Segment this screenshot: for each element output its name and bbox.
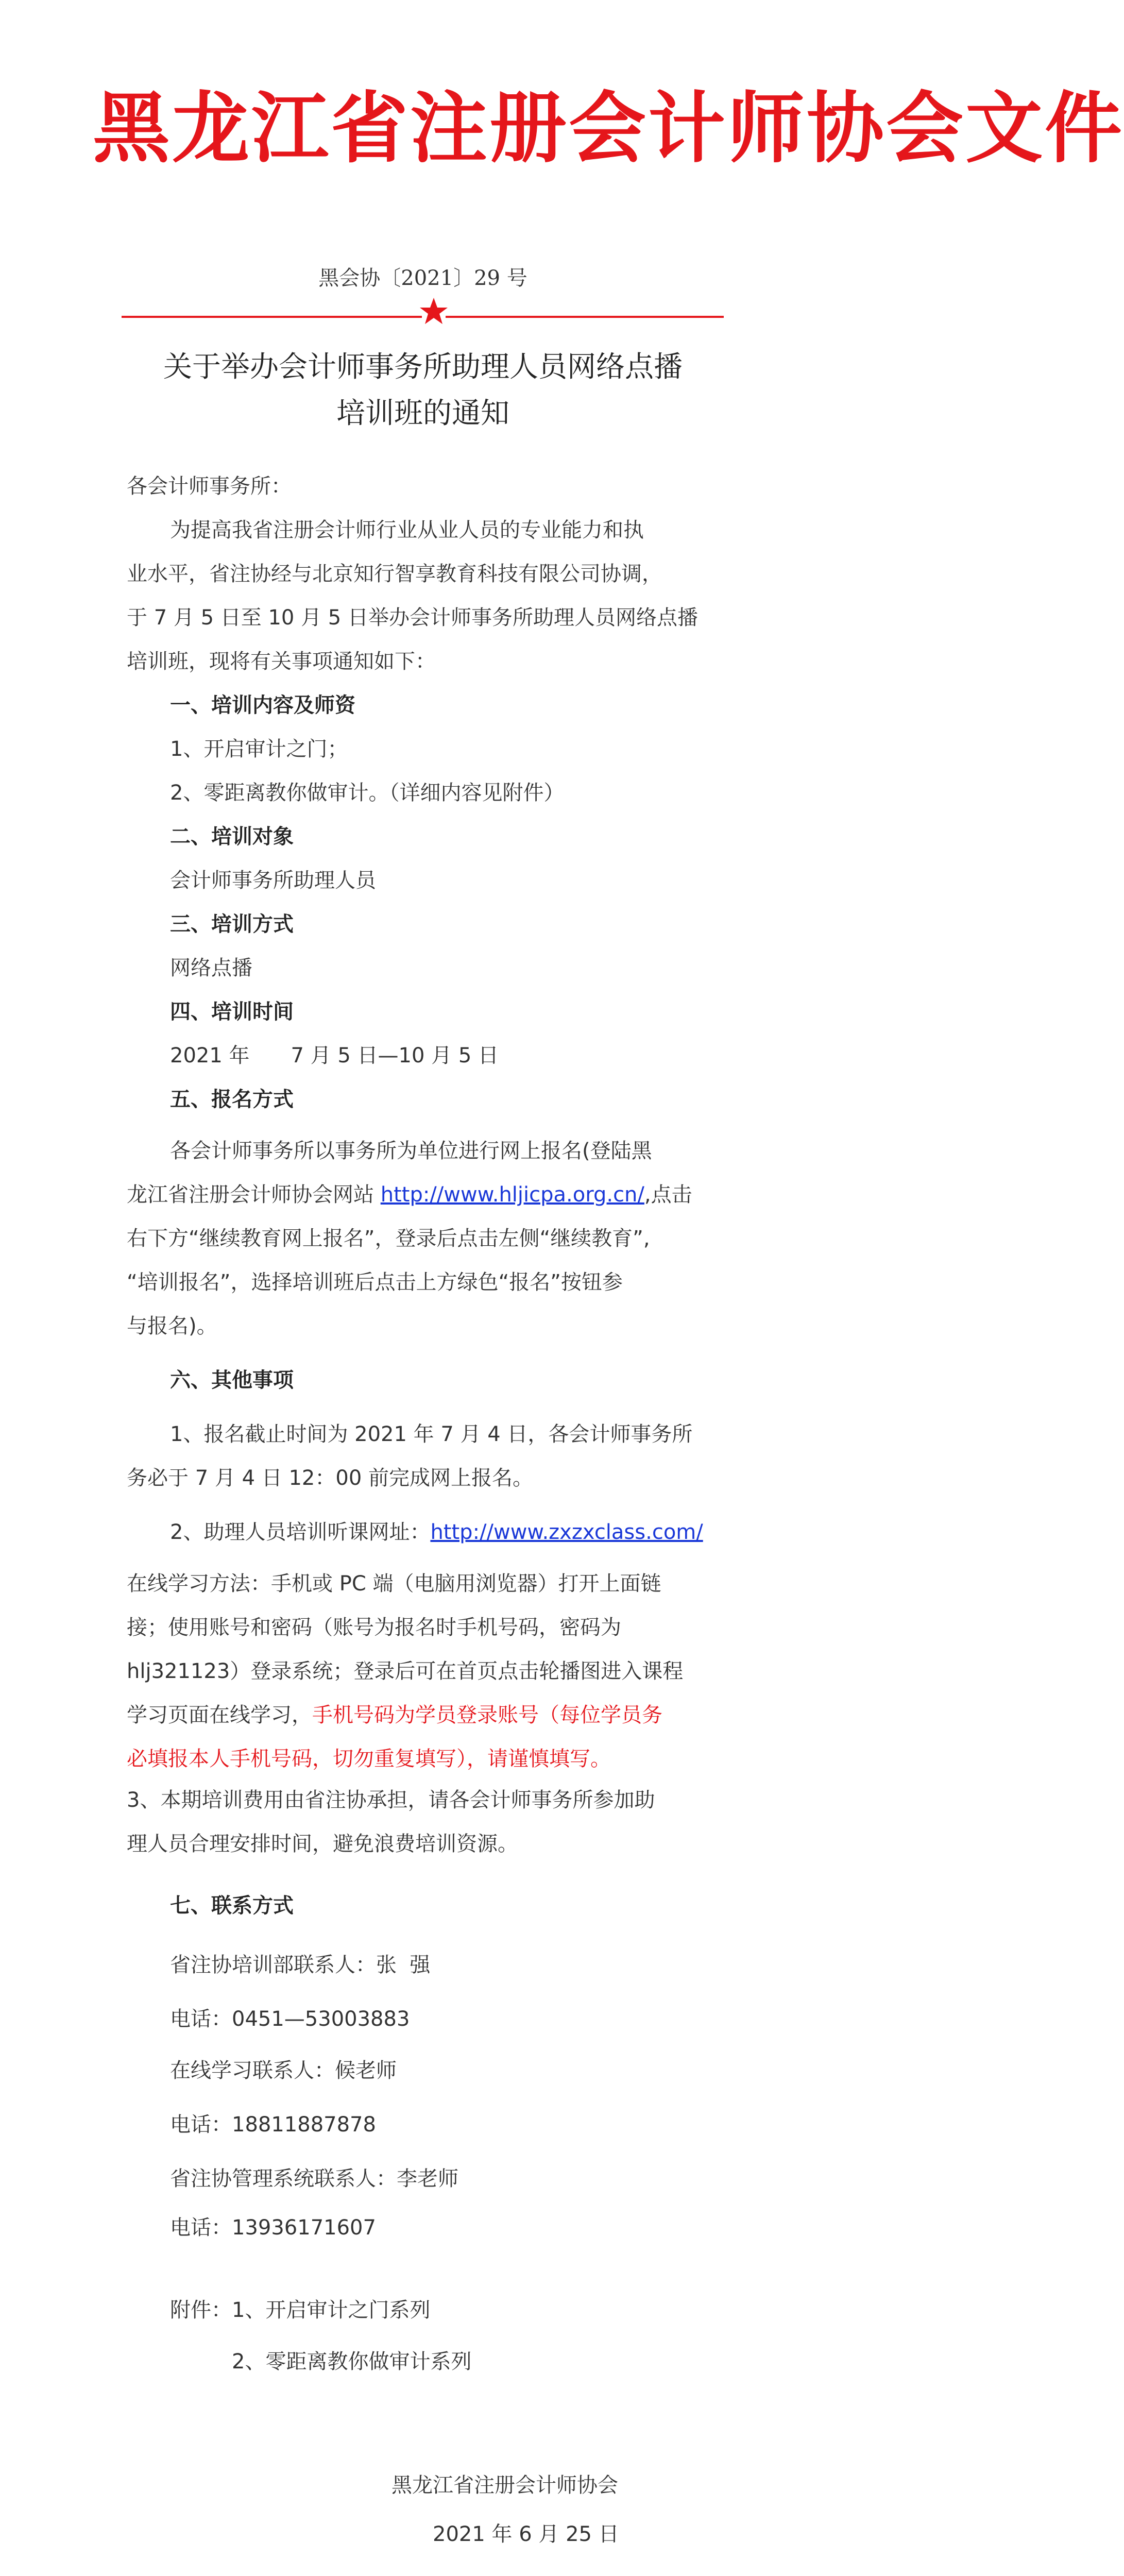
section-text: 网络点播 [170,956,252,980]
section-text: 2021 年 7 月 5 日—10 月 5 日 [170,1044,499,1067]
other-matters-text: 1、报名截止时间为 2021 年 7 月 4 日，各会计师事务所 [170,1422,693,1446]
contact-phone: 电话：13936171607 [170,2216,376,2240]
other-matters-text-segment: 2、助理人员培训听课网址： [170,1520,431,1544]
section-heading: 七、联系方式 [170,1894,294,1918]
red-divider-left [122,316,422,318]
section-heading: 一、培训内容及师资 [170,693,355,717]
contact-person: 省注协管理系统联系人：李老师 [170,2167,458,2191]
other-matters-text: 在线学习方法：手机或 PC 端（电脑用浏览器）打开上面链 [127,1572,661,1596]
document-number: 黑会协〔2021〕29 号 [318,266,527,290]
important-notice-text: 手机号码为学员登录账号（每位学员务 [312,1703,662,1727]
document-masthead: 黑龙江省注册会计师协会文件 [93,84,1124,174]
course-website-link[interactable]: http://www.zxzxclass.com/ [430,1520,703,1544]
notice-title-line-1: 关于举办会计师事务所助理人员网络点播 [163,350,683,384]
contact-phone: 电话：18811887878 [170,2113,376,2137]
other-matters-text: 3、本期培训费用由省注协承担，请各会计师事务所参加助 [127,1788,655,1812]
other-matters-text: 理人员合理安排时间，避免浪费培训资源。 [127,1832,518,1856]
section-text: 会计师事务所助理人员 [170,869,376,892]
section-heading: 二、培训对象 [170,825,294,849]
other-matters-text: 接；使用账号和密码（账号为报名时手机号码，密码为 [127,1616,621,1639]
other-matters-text [127,1703,662,1727]
other-matters-text-segment: 学习页面在线学习， [127,1703,312,1727]
contact-person: 在线学习联系人：候老师 [170,2059,397,2082]
registration-text: “培训报名”，选择培训班后点击上方绿色“报名”按钮参 [127,1270,623,1294]
registration-text: 与报名)。 [127,1314,217,1338]
section-item: 2、零距离教你做审计。（详细内容见附件） [170,781,565,805]
registration-text: 各会计师事务所以事务所为单位进行网上报名(登陆黑 [170,1139,652,1163]
section-item: 1、开启审计之门； [170,737,348,761]
registration-text: 右下方“继续教育网上报名”，登录后点击左侧“继续教育”, [127,1227,650,1250]
salutation: 各会计师事务所： [127,474,292,498]
section-heading: 三、培训方式 [170,912,294,936]
intro-line: 培训班，现将有关事项通知如下： [127,650,436,673]
intro-line: 业水平，省注协经与北京知行智享教育科技有限公司协调， [127,562,662,586]
notice-title-line-2: 培训班的通知 [336,397,509,430]
section-heading: 四、培训时间 [170,1000,294,1024]
registration-text-segment: 龙江省注册会计师协会网站 [127,1183,381,1207]
red-star-icon [418,296,449,327]
registration-text [127,1182,692,1207]
registration-text-segment: ,点击 [644,1183,692,1207]
red-divider-right [446,316,724,318]
intro-line: 为提高我省注册会计师行业从业人员的专业能力和执 [170,518,644,542]
intro-line: 于 7 月 5 日至 10 月 5 日举办会计师事务所助理人员网络点播 [127,606,698,630]
contact-person: 省注协培训部联系人：张 强 [170,1953,431,1977]
signature-date: 2021 年 6 月 25 日 [433,2522,619,2546]
section-heading: 五、报名方式 [170,1088,294,1111]
attachment-item: 2、零距离教你做审计系列 [232,2350,472,2374]
important-notice-text: 必填报本人手机号码，切勿重复填写），请谨慎填写。 [127,1747,611,1771]
signature-organization: 黑龙江省注册会计师协会 [391,2473,618,2497]
attachment-item: 附件：1、开启审计之门系列 [170,2298,431,2322]
section-heading: 六、其他事项 [170,1368,294,1392]
other-matters-text [170,1520,703,1545]
association-website-link[interactable]: http://www.hljicpa.org.cn/ [380,1183,644,1207]
other-matters-text: hlj321123）登录系统；登录后可在首页点击轮播图进入课程 [127,1659,684,1683]
contact-phone: 电话：0451—53003883 [170,2007,410,2031]
other-matters-text: 务必于 7 月 4 日 12：00 前完成网上报名。 [127,1466,533,1490]
